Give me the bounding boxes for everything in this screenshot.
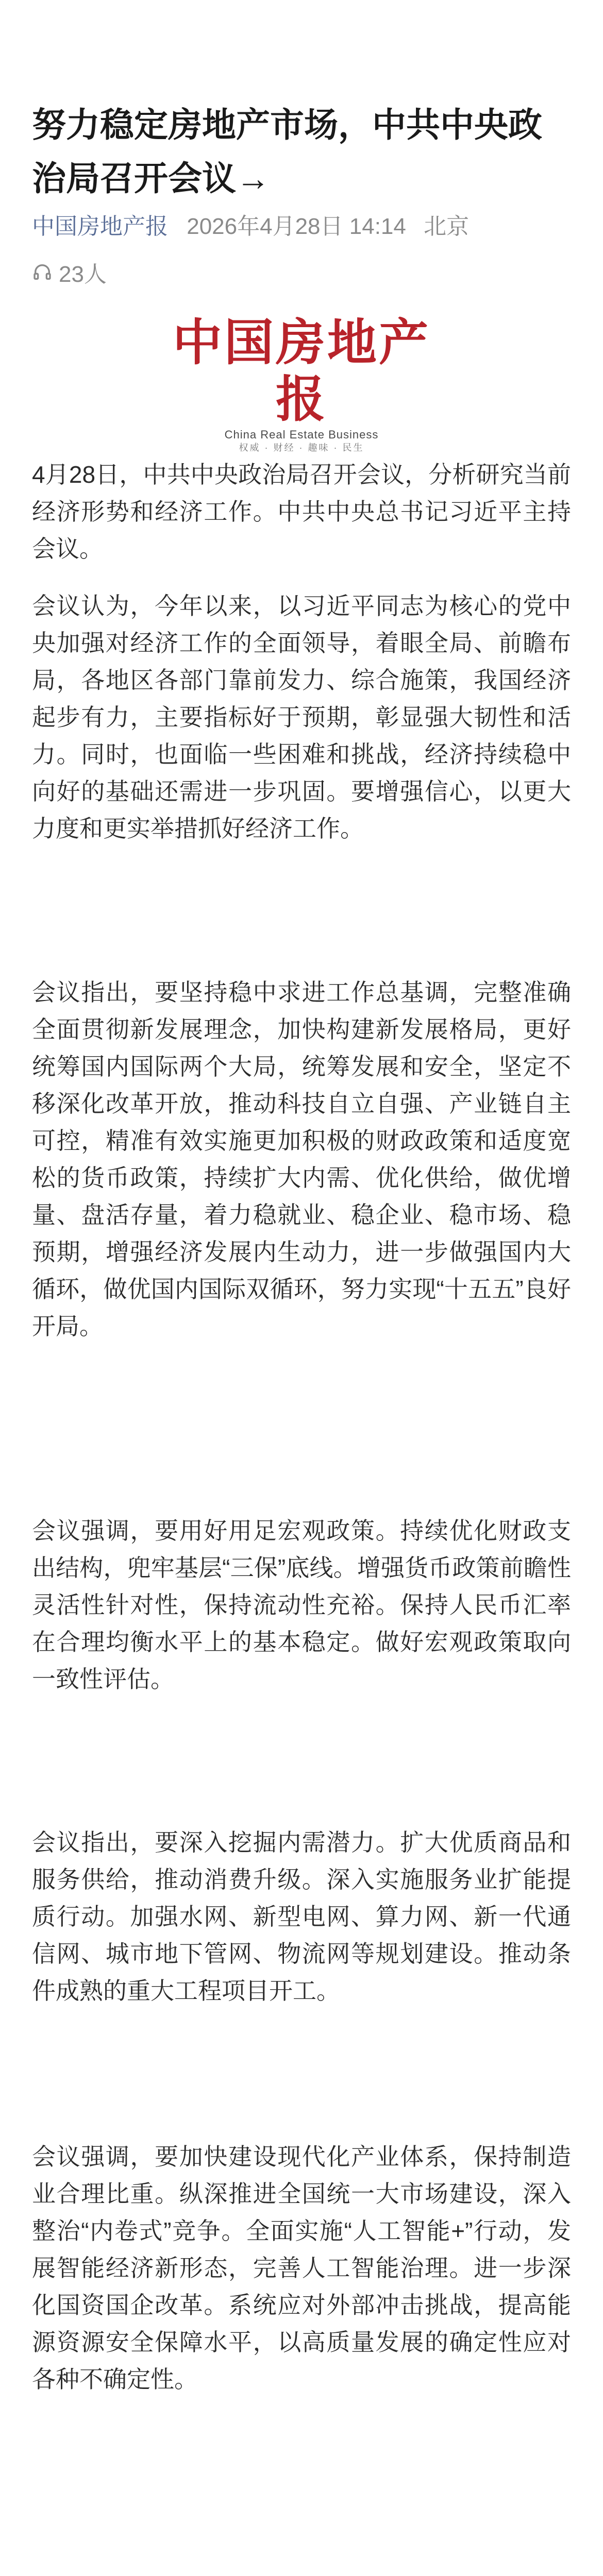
paragraph-3: 会议指出，要坚持稳中求进工作总基调，完整准确全面贯彻新发展理念，加快构建新发展格局，更好统筹国内国际两个大局，统筹发展和安全，坚定不移深化改革开放，推动科技自立自强、产业链自主可控，精准有效实施更加积极的财政政策和适度宽松的货币政策，持续扩大内需、优化供给，做优增量、盘活存量，着力稳就业、稳企业、稳市场、稳预期，增强经济发展内生动力，进一步做强国内大循环，做优国内国际双循环，努力实现“十五五”良好开局。 (32, 979, 571, 1340)
paragraph-5: 会议指出，要深入挖掘内需潜力。扩大优质商品和服务供给，推动消费升级。深入实施服务业扩能提质行动。加强水网、新型电网、算力网、新一代通信网、城市地下管网、物流网等规划建设。推动条件成熟的重大工程项目开工。 (32, 1829, 571, 2004)
publish-location: 北京 (424, 214, 470, 239)
listen-count[interactable] (32, 258, 107, 286)
paragraph-4: 会议强调，要用好用足宏观政策。持续优化财政支出结构，兜牢基层“三保”底线。增强货币政策前瞻性灵活性针对性，保持流动性充裕。保持人民币汇率在合理均衡水平上的基本稳定。做好宏观政策取向一致性评估。 (32, 1517, 571, 1692)
paragraph-6: 会议强调，要加快建设现代化产业体系，保持制造业合理比重。纵深推进全国统一大市场建设，深入整治“内卷式”竞争。全面实施“人工智能+”行动，发展智能经济新形态，完善人工智能治理。进一步深化国资国企改革。系统应对外部冲击挑战，提高能源资源安全保障水平，以高质量发展的确定性应对各种不确定性。 (32, 2143, 571, 2393)
paragraph-2: 会议认为，今年以来，以习近平同志为核心的党中央加强对经济工作的全面领导，着眼全局、前瞻布局，各地区各部门靠前发力、综合施策，我国经济起步有力，主要指标好于预期，彰显强大韧性和活力。同时，也面临一些困难和挑战，经济持续稳中向好的基础还需进一步巩固。要增强信心，以更大力度和更实举措抓好经济工作。 (32, 592, 571, 842)
source-link[interactable]: 中国房地产报 (32, 214, 168, 239)
masthead-tagline: 权威 · 财经 · 趣味 · 民生 (239, 443, 364, 453)
article-title: 努力稳定房地产市场，中共中央政治局召开会议→ (32, 106, 542, 197)
masthead-logo-en: China Real Estate Business (224, 428, 379, 441)
paragraph-7 (32, 2571, 571, 2576)
newspaper-masthead (149, 313, 454, 453)
listen-count-text: 23人 (59, 262, 107, 287)
paragraph-1: 4月28日，中共中央政治局召开会议，分析研究当前经济形势和经济工作。中共中央总书记习近平主持会议。 (32, 461, 571, 562)
masthead-logo-cn: 中国房地产报 (173, 313, 430, 428)
article-meta (32, 212, 571, 241)
headphones-icon (32, 262, 53, 282)
publish-date: 2026年4月28日 14:14 (187, 214, 406, 239)
